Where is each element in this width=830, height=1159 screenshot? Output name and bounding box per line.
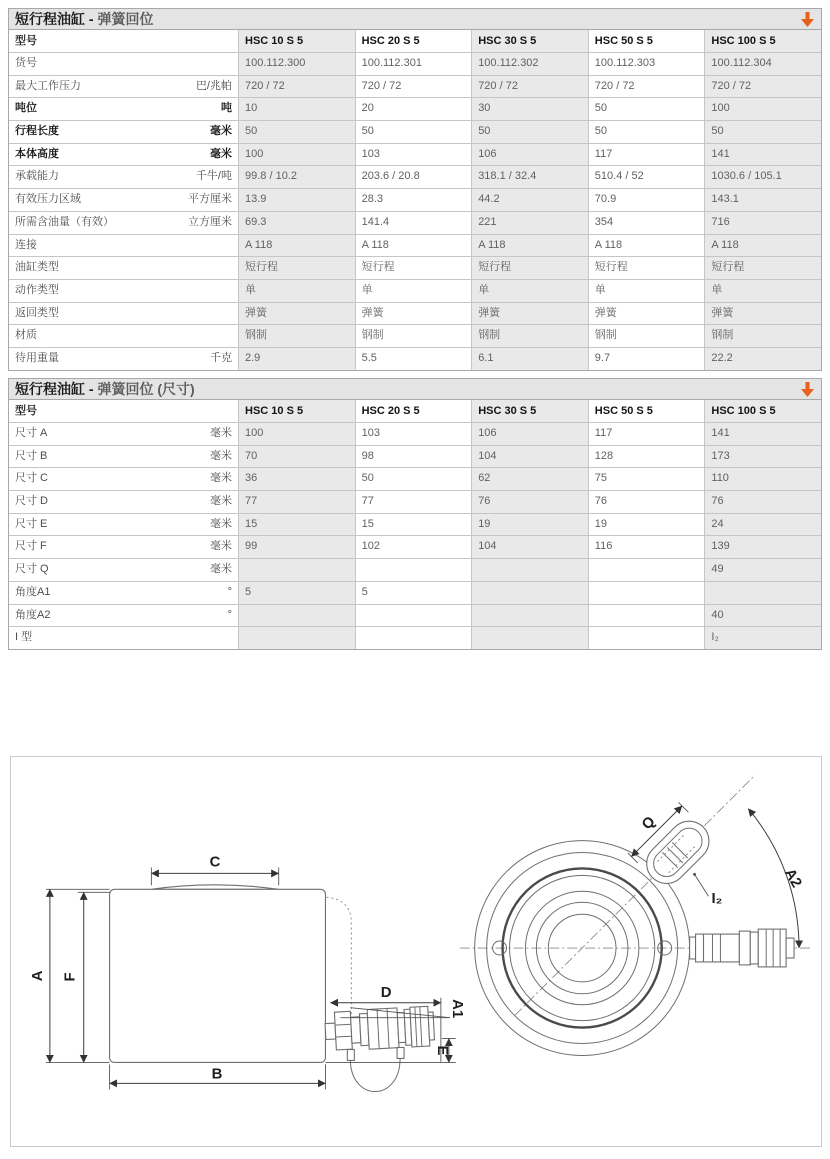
table2-body bbox=[9, 422, 821, 649]
row-label: 尺寸 C bbox=[15, 472, 48, 485]
value-cell: 98 bbox=[355, 446, 472, 468]
value-cell: 短行程 bbox=[471, 257, 588, 279]
model-column-header: HSC 30 S 5 bbox=[471, 30, 588, 52]
value-cell: 50 bbox=[704, 121, 821, 143]
value-cell: 15 bbox=[355, 514, 472, 536]
row-label: 行程长度 bbox=[15, 125, 59, 138]
table-row bbox=[9, 558, 821, 581]
model-header-label: 型号 bbox=[15, 405, 37, 417]
value-cell: 短行程 bbox=[238, 257, 355, 279]
dim-label-e: E bbox=[433, 1045, 451, 1056]
table-row bbox=[9, 324, 821, 347]
table-row bbox=[9, 347, 821, 370]
download-arrow-icon[interactable] bbox=[800, 381, 815, 398]
row-label: 返回类型 bbox=[15, 306, 59, 319]
value-cell: 75 bbox=[588, 468, 705, 490]
model-column-header: HSC 50 S 5 bbox=[588, 30, 705, 52]
row-label: 尺寸 B bbox=[15, 449, 48, 462]
value-cell: 40 bbox=[704, 605, 821, 627]
row-label: 材质 bbox=[15, 329, 37, 342]
value-cell: A 118 bbox=[704, 235, 821, 257]
row-label: 待用重量 bbox=[15, 351, 59, 364]
value-cell: 钢制 bbox=[588, 325, 705, 347]
value-cell: 139 bbox=[704, 536, 821, 558]
value-cell: 50 bbox=[355, 468, 472, 490]
row-label-cell bbox=[9, 582, 238, 604]
value-cell: 弹簧 bbox=[588, 303, 705, 325]
row-unit: 毫米 bbox=[210, 125, 232, 138]
value-cell: 弹簧 bbox=[355, 303, 472, 325]
value-cell: A 118 bbox=[238, 235, 355, 257]
row-label-cell bbox=[9, 605, 238, 627]
row-unit: 巴/兆帕 bbox=[195, 79, 232, 92]
spec-table-dimensions bbox=[8, 378, 822, 650]
value-cell: 弹簧 bbox=[238, 303, 355, 325]
row-label: 本体高度 bbox=[15, 147, 59, 160]
row-unit: 千克 bbox=[210, 351, 232, 364]
row-unit: 吨 bbox=[221, 102, 232, 115]
row-label: 角度A1 bbox=[15, 585, 51, 598]
value-cell: 62 bbox=[471, 468, 588, 490]
dim-label-b: B bbox=[211, 1065, 223, 1083]
table-row bbox=[9, 626, 821, 649]
table-row bbox=[9, 256, 821, 279]
technical-drawing-panel bbox=[10, 756, 822, 1147]
row-label: 油缸类型 bbox=[15, 261, 59, 274]
download-arrow-icon[interactable] bbox=[800, 11, 815, 28]
table2-title-sub: 弹簧回位 (尺寸) bbox=[97, 381, 195, 397]
value-cell: 141.4 bbox=[355, 212, 472, 234]
table1-title-main: 短行程油缸 - bbox=[15, 11, 98, 27]
model-column-header: HSC 20 S 5 bbox=[355, 400, 472, 422]
model-header-label: 型号 bbox=[15, 35, 37, 47]
value-cell: 钢制 bbox=[238, 325, 355, 347]
row-label: I 型 bbox=[15, 631, 33, 644]
value-cell: 单 bbox=[238, 280, 355, 302]
table-row bbox=[9, 97, 821, 120]
value-cell: 19 bbox=[471, 514, 588, 536]
value-cell: 短行程 bbox=[355, 257, 472, 279]
saddle bbox=[151, 885, 278, 889]
coupler-side bbox=[324, 1006, 434, 1051]
table-row bbox=[9, 165, 821, 188]
value-cell: 100 bbox=[238, 144, 355, 166]
value-cell: 50 bbox=[588, 121, 705, 143]
row-label-cell bbox=[9, 98, 238, 120]
value-cell: 5 bbox=[238, 582, 355, 604]
value-cell: 1030.6 / 105.1 bbox=[704, 166, 821, 188]
row-label-cell bbox=[9, 468, 238, 490]
value-cell: 短行程 bbox=[704, 257, 821, 279]
value-cell: 100.112.300 bbox=[238, 53, 355, 75]
value-cell: 716 bbox=[704, 212, 821, 234]
row-unit: 毫米 bbox=[210, 517, 232, 530]
row-label: 角度A2 bbox=[15, 608, 51, 621]
value-cell: 10 bbox=[238, 98, 355, 120]
value-cell: 2.9 bbox=[238, 348, 355, 370]
value-cell: 106 bbox=[471, 423, 588, 445]
row-label-cell bbox=[9, 423, 238, 445]
value-cell bbox=[588, 627, 705, 649]
row-label-cell bbox=[9, 348, 238, 370]
table-row bbox=[9, 143, 821, 166]
value-cell: 钢制 bbox=[471, 325, 588, 347]
lanyard-clip bbox=[397, 1048, 404, 1059]
value-cell: 128 bbox=[588, 446, 705, 468]
row-unit: 毫米 bbox=[210, 147, 232, 160]
value-cell bbox=[471, 605, 588, 627]
row-unit: 毫米 bbox=[210, 540, 232, 553]
value-cell: 100.112.302 bbox=[471, 53, 588, 75]
value-cell: 24 bbox=[704, 514, 821, 536]
value-cell: 104 bbox=[471, 536, 588, 558]
value-cell: 5 bbox=[355, 582, 472, 604]
table-row bbox=[9, 422, 821, 445]
row-label-cell bbox=[9, 559, 238, 581]
model-header-cell bbox=[9, 400, 238, 422]
value-cell: 单 bbox=[704, 280, 821, 302]
value-cell: 100.112.303 bbox=[588, 53, 705, 75]
value-cell: 77 bbox=[355, 491, 472, 513]
dim-label-i2: I₂ bbox=[711, 890, 723, 908]
value-cell: 44.2 bbox=[471, 189, 588, 211]
value-cell: 钢制 bbox=[704, 325, 821, 347]
table-row bbox=[9, 211, 821, 234]
model-column-header: HSC 20 S 5 bbox=[355, 30, 472, 52]
row-unit: 平方厘米 bbox=[188, 193, 232, 206]
row-label-cell bbox=[9, 280, 238, 302]
row-label: 动作类型 bbox=[15, 283, 59, 296]
value-cell bbox=[471, 582, 588, 604]
dim-label-a2: A2 bbox=[780, 865, 806, 891]
value-cell: 5.5 bbox=[355, 348, 472, 370]
value-cell: 76 bbox=[471, 491, 588, 513]
value-cell: 221 bbox=[471, 212, 588, 234]
table-row bbox=[9, 234, 821, 257]
table-row bbox=[9, 535, 821, 558]
dim-label-d: D bbox=[380, 983, 392, 1001]
value-cell: 22.2 bbox=[704, 348, 821, 370]
value-cell: 20 bbox=[355, 98, 472, 120]
row-label-cell bbox=[9, 257, 238, 279]
row-unit: ° bbox=[227, 585, 232, 598]
value-cell: 720 / 72 bbox=[471, 76, 588, 98]
value-cell: 70.9 bbox=[588, 189, 705, 211]
table-row bbox=[9, 279, 821, 302]
lanyard-clip bbox=[347, 1049, 354, 1060]
value-cell bbox=[238, 627, 355, 649]
row-label: 尺寸 E bbox=[15, 517, 48, 530]
table-row bbox=[9, 445, 821, 468]
table-row bbox=[9, 581, 821, 604]
row-label: 尺寸 F bbox=[15, 540, 47, 553]
cylinder-body bbox=[110, 889, 326, 1062]
dim-label-c: C bbox=[209, 853, 221, 871]
model-column-header: HSC 10 S 5 bbox=[238, 30, 355, 52]
value-cell: 103 bbox=[355, 423, 472, 445]
value-cell: 100 bbox=[238, 423, 355, 445]
value-cell bbox=[471, 559, 588, 581]
value-cell: 50 bbox=[588, 98, 705, 120]
model-header-cell bbox=[9, 30, 238, 52]
value-cell bbox=[355, 605, 472, 627]
table1-body bbox=[9, 52, 821, 370]
value-cell: 9.7 bbox=[588, 348, 705, 370]
table-row bbox=[9, 52, 821, 75]
dim-label-a: A bbox=[28, 970, 46, 982]
value-cell: 720 / 72 bbox=[704, 76, 821, 98]
table-row bbox=[9, 513, 821, 536]
value-cell bbox=[704, 582, 821, 604]
row-label: 连接 bbox=[15, 238, 37, 251]
value-cell: 143.1 bbox=[704, 189, 821, 211]
value-cell: 104 bbox=[471, 446, 588, 468]
row-label: 尺寸 Q bbox=[15, 563, 49, 576]
dim-label-q: Q bbox=[638, 813, 659, 834]
table2-title-main: 短行程油缸 - bbox=[15, 381, 98, 397]
row-label: 货号 bbox=[15, 57, 37, 69]
value-cell: 30 bbox=[471, 98, 588, 120]
value-cell: 单 bbox=[355, 280, 472, 302]
value-cell bbox=[588, 605, 705, 627]
row-label-cell bbox=[9, 514, 238, 536]
value-cell bbox=[355, 559, 472, 581]
value-cell: 弹簧 bbox=[471, 303, 588, 325]
value-cell: 15 bbox=[238, 514, 355, 536]
row-label: 尺寸 A bbox=[15, 427, 48, 439]
value-cell: 13.9 bbox=[238, 189, 355, 211]
value-cell: 102 bbox=[355, 536, 472, 558]
value-cell bbox=[238, 559, 355, 581]
value-cell: 69.3 bbox=[238, 212, 355, 234]
table2-title-bar bbox=[9, 379, 821, 400]
table-row bbox=[9, 490, 821, 513]
value-cell: 510.4 / 52 bbox=[588, 166, 705, 188]
row-label-cell bbox=[9, 303, 238, 325]
value-cell: 76 bbox=[704, 491, 821, 513]
value-cell: 110 bbox=[704, 468, 821, 490]
row-label-cell bbox=[9, 627, 238, 649]
value-cell: 49 bbox=[704, 559, 821, 581]
row-label: 尺寸 D bbox=[15, 495, 48, 508]
value-cell: 141 bbox=[704, 144, 821, 166]
table1-title-bar bbox=[9, 9, 821, 30]
spec-table-main bbox=[8, 8, 822, 371]
lanyard-cord bbox=[350, 1058, 400, 1091]
value-cell: 141 bbox=[704, 423, 821, 445]
row-label: 所需含油量（有效） bbox=[15, 215, 114, 228]
model-column-header: HSC 100 S 5 bbox=[704, 400, 821, 422]
value-cell: 50 bbox=[238, 121, 355, 143]
row-unit: 毫米 bbox=[210, 472, 232, 485]
dim-label-a1: A1 bbox=[448, 999, 466, 1019]
value-cell: 100 bbox=[704, 98, 821, 120]
value-cell: 单 bbox=[471, 280, 588, 302]
value-cell: 173 bbox=[704, 446, 821, 468]
model-column-header: HSC 100 S 5 bbox=[704, 30, 821, 52]
dim-label-f: F bbox=[61, 972, 79, 982]
table2-header-row bbox=[9, 400, 821, 422]
row-unit: 千牛/吨 bbox=[195, 170, 232, 183]
value-cell: 103 bbox=[355, 144, 472, 166]
value-cell: 77 bbox=[238, 491, 355, 513]
value-cell: 720 / 72 bbox=[588, 76, 705, 98]
row-unit: ° bbox=[227, 608, 232, 621]
table1-title-sub: 弹簧回位 bbox=[97, 11, 154, 27]
carry-handle bbox=[617, 792, 717, 892]
value-cell: 100.112.304 bbox=[704, 53, 821, 75]
value-cell: A 118 bbox=[355, 235, 472, 257]
table-row bbox=[9, 75, 821, 98]
value-cell: 弹簧 bbox=[704, 303, 821, 325]
row-label: 最大工作压力 bbox=[15, 79, 81, 92]
value-cell: 116 bbox=[588, 536, 705, 558]
value-cell: 钢制 bbox=[355, 325, 472, 347]
value-cell: 36 bbox=[238, 468, 355, 490]
side-view bbox=[29, 853, 466, 1091]
value-cell: 106 bbox=[471, 144, 588, 166]
row-unit: 毫米 bbox=[210, 563, 232, 576]
row-label: 承载能力 bbox=[15, 170, 59, 183]
value-cell bbox=[355, 627, 472, 649]
row-label-cell bbox=[9, 536, 238, 558]
value-cell: 117 bbox=[588, 144, 705, 166]
value-cell: A 118 bbox=[471, 235, 588, 257]
value-cell: 720 / 72 bbox=[238, 76, 355, 98]
value-cell: 50 bbox=[471, 121, 588, 143]
value-cell: 117 bbox=[588, 423, 705, 445]
value-cell bbox=[238, 605, 355, 627]
row-label-cell bbox=[9, 235, 238, 257]
row-label-cell bbox=[9, 53, 238, 75]
value-cell: 短行程 bbox=[588, 257, 705, 279]
value-cell: 203.6 / 20.8 bbox=[355, 166, 472, 188]
value-cell: 6.1 bbox=[471, 348, 588, 370]
model-column-header: HSC 50 S 5 bbox=[588, 400, 705, 422]
table-row bbox=[9, 120, 821, 143]
value-cell: 720 / 72 bbox=[355, 76, 472, 98]
value-cell: 19 bbox=[588, 514, 705, 536]
model-column-header: HSC 10 S 5 bbox=[238, 400, 355, 422]
value-cell: 50 bbox=[355, 121, 472, 143]
table1-header-row bbox=[9, 30, 821, 52]
cylinder-technical-drawing bbox=[11, 757, 821, 1146]
row-label-cell bbox=[9, 166, 238, 188]
row-label-cell bbox=[9, 121, 238, 143]
value-cell: I₂ bbox=[704, 627, 821, 649]
row-label-cell bbox=[9, 144, 238, 166]
value-cell bbox=[588, 559, 705, 581]
row-unit: 立方厘米 bbox=[188, 215, 232, 228]
row-label: 有效压力区域 bbox=[15, 193, 81, 206]
i2-leader-line bbox=[695, 874, 709, 896]
row-label-cell bbox=[9, 76, 238, 98]
row-label-cell bbox=[9, 189, 238, 211]
value-cell: 354 bbox=[588, 212, 705, 234]
value-cell: 100.112.301 bbox=[355, 53, 472, 75]
value-cell: 单 bbox=[588, 280, 705, 302]
value-cell: 76 bbox=[588, 491, 705, 513]
value-cell: 318.1 / 32.4 bbox=[471, 166, 588, 188]
value-cell: 99.8 / 10.2 bbox=[238, 166, 355, 188]
value-cell bbox=[588, 582, 705, 604]
row-unit: 毫米 bbox=[210, 449, 232, 462]
table-row bbox=[9, 467, 821, 490]
table-row bbox=[9, 188, 821, 211]
row-unit: 毫米 bbox=[210, 495, 232, 508]
row-label-cell bbox=[9, 212, 238, 234]
value-cell: A 118 bbox=[588, 235, 705, 257]
value-cell: 99 bbox=[238, 536, 355, 558]
row-label-cell bbox=[9, 325, 238, 347]
model-column-header: HSC 30 S 5 bbox=[471, 400, 588, 422]
row-label-cell bbox=[9, 446, 238, 468]
coupler-top bbox=[690, 929, 794, 967]
table-row bbox=[9, 302, 821, 325]
row-unit: 毫米 bbox=[210, 427, 232, 439]
value-cell: 28.3 bbox=[355, 189, 472, 211]
row-label-cell bbox=[9, 491, 238, 513]
table-row bbox=[9, 604, 821, 627]
value-cell bbox=[471, 627, 588, 649]
row-label: 吨位 bbox=[15, 102, 37, 115]
top-view bbox=[460, 775, 810, 1056]
value-cell: 70 bbox=[238, 446, 355, 468]
